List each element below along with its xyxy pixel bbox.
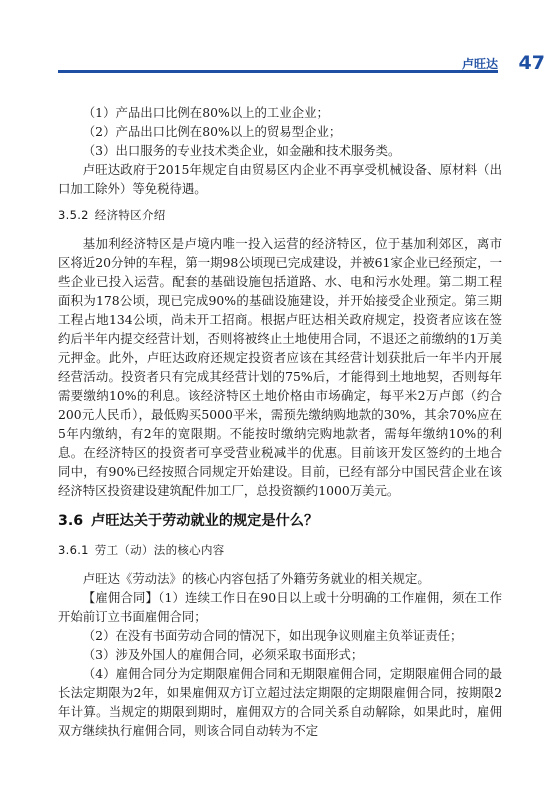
header-rule — [58, 70, 498, 73]
list-item: （2）产品出口比例在80%以上的贸易型企业； — [82, 124, 342, 139]
paragraph-duty-free: 卢旺达政府于2015年规定自由贸易区内企业不再享受机械设备、原材料（出口加工除外）等免税待遇。 — [58, 162, 502, 196]
page-number: 47 — [518, 52, 545, 74]
section-number: 3.6.1 — [58, 543, 89, 557]
paragraph-labor-intro: 卢旺达《劳动法》的核心内容包括了外籍劳务就业的相关规定。 — [82, 571, 430, 586]
list-item: （3）涉及外国人的雇佣合同，必须采取书面形式； — [82, 647, 364, 662]
list-item: （3）出口服务的专业技术类企业，如金融和技术服务类。 — [82, 143, 401, 158]
section-heading-3-6-1 — [58, 541, 502, 560]
paragraph-sez: 基加利经济特区是卢境内唯一投入运营的经济特区，位于基加利郊区，离市区将近20分钟的车程，第一期98公顷现已完成建设，并被61家企业已经预定，一些企业已投入运营。配套的基础设施包括道路、水、电和污水处理。第二期工程面积为178公顷，现已完成90%的基础设施建设，并开始接受企业预定。第三期工程占地134公顷，尚未开工招商。根据卢旺达相关政府规定，投资者应该在签约后半年内提交经营计划，否则将被终止土地使用合同，不退还之前缴纳的1万美元押金。此外，卢旺达政府还规定投资者应该在其经营计划获批后一年半内开展经营活动。投资者只有完成其经营计划的75%后，才能得到土地地契，否则每年需要缴纳10%的利息。该经济特区土地价格由市场确定，每平米2万卢郎（约合200元人民币），最低购买5000平米，需预先缴纳购地款的30%，其余70%应在5年内缴纳，有2年的宽限期。不能按时缴纳完购地款者，需每年缴纳10%的利息。在经济特区的投资者可享受营业税减半的优惠。目前该开发区签约的土地合同中，有90%已经按照合同规定开始建设。目前，已经有部分中国民营企业在该经济特区投资建设建筑配件加工厂，总投资额约1000万美元。 — [58, 236, 502, 498]
section-heading-3-5-2 — [58, 206, 502, 225]
header-title: 卢旺达 — [461, 57, 498, 71]
section-number: 3.6 — [58, 513, 84, 529]
paragraph-contract: 【雇佣合同】（1）连续工作日在90日以上或十分明确的工作雇佣，须在工作开始前订立书面雇佣合同； — [58, 590, 502, 624]
section-title: 经济特区介绍 — [94, 208, 166, 222]
list-item: （2）在没有书面劳动合同的情况下，如出现争议则雇主负举证责任； — [82, 628, 463, 643]
section-title: 卢旺达关于劳动就业的规定是什么？ — [91, 513, 319, 529]
section-number: 3.5.2 — [58, 208, 89, 222]
list-item: （4）雇佣合同分为定期限雇佣合同和无期限雇佣合同，定期限雇佣合同的最长法定期限为2年，如果雇佣双方订立超过法定期限的定期限雇佣合同，按期限2年计算。当规定的期限到期时，雇佣双方的合同关系自动解除，如果此时，雇佣双方继续执行雇佣合同，则该合同自动转为不定 — [58, 666, 502, 738]
section-title: 劳工（动）法的核心内容 — [94, 543, 225, 557]
list-item: （1）产品出口比例在80%以上的工业企业； — [82, 105, 329, 120]
section-heading-3-6 — [58, 512, 502, 531]
page-body — [58, 103, 502, 740]
page-header — [0, 50, 559, 80]
